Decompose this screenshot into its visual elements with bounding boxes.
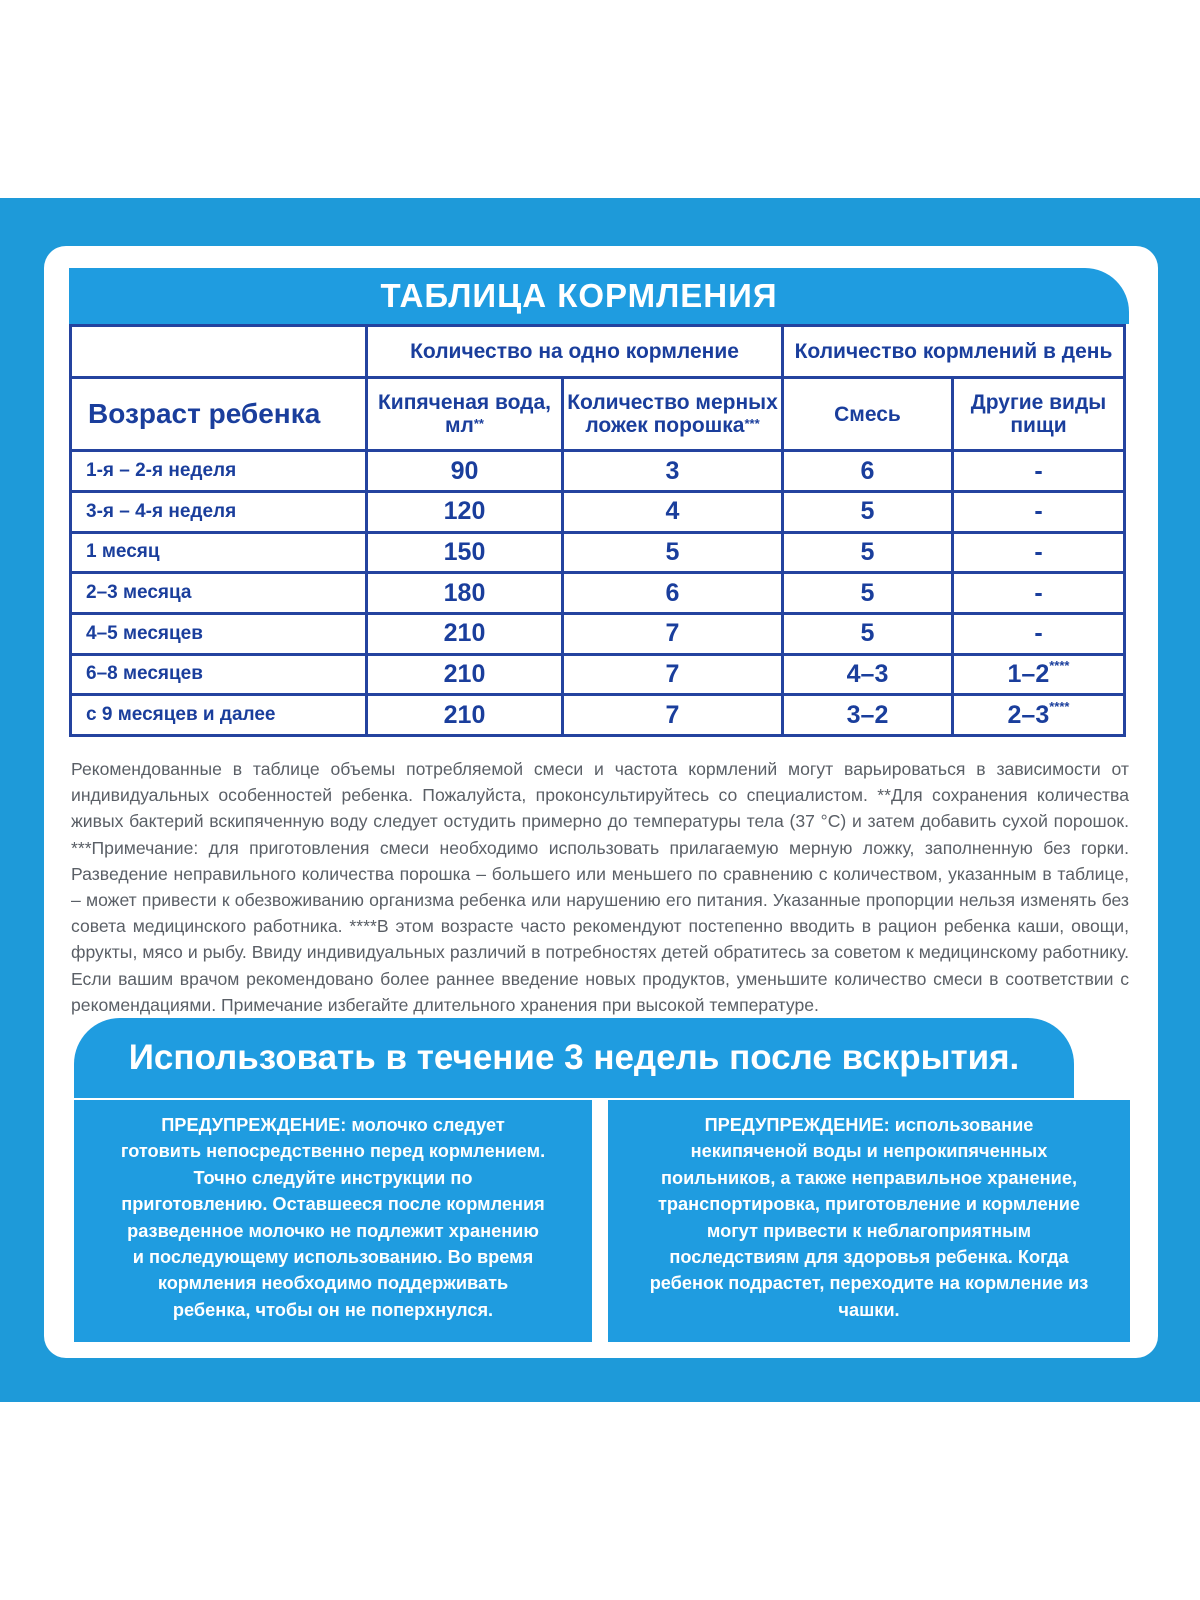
- spoons-cell: 7: [563, 654, 783, 695]
- spoons-column-header: Количество мерных ложек порошка***: [563, 378, 783, 451]
- mix-cell: 3–2: [783, 695, 953, 736]
- spoons-cell: 6: [563, 573, 783, 614]
- table-group-header-row: [71, 326, 1125, 378]
- mix-cell: 5: [783, 532, 953, 573]
- other-food-cell: 2–3****: [953, 695, 1125, 736]
- table-row: [71, 695, 1125, 736]
- per-feeding-header: Количество на одно кормление: [367, 326, 783, 378]
- age-cell: 4–5 месяцев: [71, 613, 367, 654]
- other-food-cell: 1–2****: [953, 654, 1125, 695]
- other-food-cell: -: [953, 451, 1125, 492]
- water-cell: 90: [367, 451, 563, 492]
- age-cell: 1 месяц: [71, 532, 367, 573]
- mix-cell: 5: [783, 573, 953, 614]
- warning-box-left: [74, 1098, 592, 1342]
- spoons-cell: 7: [563, 695, 783, 736]
- age-cell: 6–8 месяцев: [71, 654, 367, 695]
- table-column-header-row: [71, 378, 1125, 451]
- spoons-cell: 7: [563, 613, 783, 654]
- table-row: [71, 532, 1125, 573]
- spoons-cell: 3: [563, 451, 783, 492]
- table-row: [71, 491, 1125, 532]
- water-column-header: Кипяченая вода, мл**: [367, 378, 563, 451]
- water-cell: 210: [367, 613, 563, 654]
- table-row: [71, 613, 1125, 654]
- table-row: [71, 451, 1125, 492]
- mix-cell: 5: [783, 613, 953, 654]
- mix-cell: 5: [783, 491, 953, 532]
- use-within-banner: Использовать в течение 3 недель после вскрытия.: [74, 1018, 1074, 1098]
- age-column-header: Возраст ребенка: [71, 378, 367, 451]
- warning-right-top-border: [608, 1098, 1130, 1100]
- age-cell: с 9 месяцев и далее: [71, 695, 367, 736]
- water-cell: 150: [367, 532, 563, 573]
- footnote-text: Рекомендованные в таблице объемы потребляемой смеси и частота кормлений могут варьироваться в зависимости от индивидуальных особенностей ребенка. Пожалуйста, проконсультируйтесь со специалистом. **Для сохранения количества живых бактерий вскипяченную воду следует остудить примерно до температуры тела (37 °С) и затем добавить сухой порошок. ***Примечание: для приготовления смеси необходимо использовать прилагаемую мерную ложку, заполненную без горки. Разведение неправильного количества порошка – большего или меньшего по сравнению с количеством, указанным в таблице, – может привести к обезвоживанию организма ребенка или нарушению его питания. Указанные пропорции нельзя изменять без совета медицинского работника. ****В этом возрасте часто рекомендуют постепенно вводить в рацион ребенка каши, овощи, фрукты, мясо и рыбу. Ввиду индивидуальных различий в потребностях детей обратитесь за советом к медицинскому работнику. Если вашим врачом рекомендовано более раннее введение новых продуктов, уменьшите количество смеси в соответствии с рекомендациями. Примечание избегайте длительного хранения при высокой температуре.: [71, 759, 1129, 1015]
- water-cell: 210: [367, 695, 563, 736]
- mix-cell: 4–3: [783, 654, 953, 695]
- other-food-cell: -: [953, 613, 1125, 654]
- other-food-cell: -: [953, 532, 1125, 573]
- other-food-cell: -: [953, 573, 1125, 614]
- warning-left-text: ПРЕДУПРЕЖДЕНИЕ: молочко следует готовить непосредственно перед кормлением. Точно следуйте инструкции по приготовлению. Оставшееся после кормления разведенное молочко не подлежит хранению и последующему использованию. Во время кормления необходимо поддерживать ребенка, чтобы он не поперхнулся.: [120, 1115, 546, 1320]
- mix-column-header: Смесь: [783, 378, 953, 451]
- per-day-header: Количество кормлений в день: [783, 326, 1125, 378]
- spoons-cell: 4: [563, 491, 783, 532]
- other-food-cell: -: [953, 491, 1125, 532]
- warning-box-right: [608, 1098, 1130, 1342]
- empty-header-cell: [71, 326, 367, 378]
- warning-left-top-border: [74, 1098, 592, 1100]
- age-cell: 3-я – 4-я неделя: [71, 491, 367, 532]
- spoons-cell: 5: [563, 532, 783, 573]
- water-cell: 210: [367, 654, 563, 695]
- age-cell: 2–3 месяца: [71, 573, 367, 614]
- feeding-table: [69, 324, 1126, 737]
- age-cell: 1-я – 2-я неделя: [71, 451, 367, 492]
- table-row: [71, 654, 1125, 695]
- feeding-table-title: ТАБЛИЦА КОРМЛЕНИЯ: [69, 268, 1129, 324]
- other-food-column-header: Другие виды пищи: [953, 378, 1125, 451]
- table-row: [71, 573, 1125, 614]
- water-cell: 120: [367, 491, 563, 532]
- water-cell: 180: [367, 573, 563, 614]
- mix-cell: 6: [783, 451, 953, 492]
- warning-right-text: ПРЕДУПРЕЖДЕНИЕ: использование некипяченой воды и непрокипяченных поильников, а также неправильное хранение, транспортировка, приготовление и кормление могут привести к неблагоприятным последствиям для здоровья ребенка. Когда ребенок подрастет, переходите на кормление из чашки.: [649, 1115, 1089, 1320]
